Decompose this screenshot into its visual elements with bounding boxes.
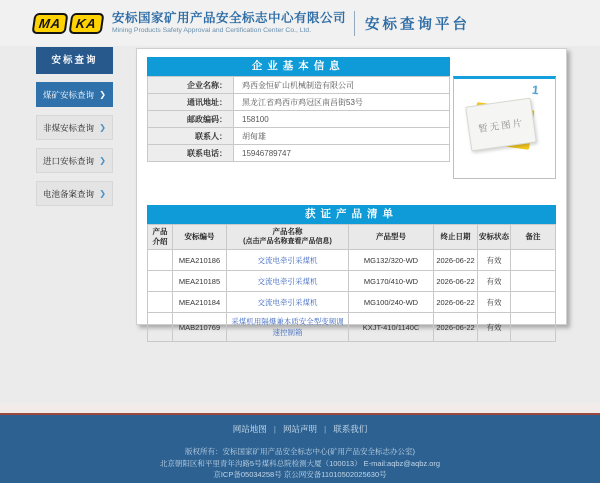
- cell-intro: [148, 271, 173, 292]
- product-image-placeholder: [453, 76, 557, 179]
- cell-remark: [511, 250, 556, 271]
- cell-cert-no: MEA210184: [173, 292, 227, 313]
- cell-end-date: 2026-06-22: [434, 292, 478, 313]
- cell-model: KXJT-410/1140C: [349, 313, 434, 342]
- company-name-value: 鸡西金恒矿山机械制造有限公司: [234, 77, 450, 94]
- sidebar-item-label: 煤矿安标查询: [43, 89, 95, 100]
- sidebar-item-battery-query[interactable]: [36, 181, 113, 206]
- content-panel: [136, 48, 567, 338]
- enterprise-info-table: [147, 76, 450, 162]
- logo-ma-badge: MA: [32, 13, 69, 34]
- header-divider: [354, 11, 355, 36]
- table-row: [148, 128, 450, 145]
- col-header-name: [227, 225, 349, 250]
- table-row: [148, 250, 556, 271]
- platform-title: 安标查询平台: [365, 16, 471, 33]
- nav-separator: |: [273, 424, 276, 434]
- cell-name: [227, 250, 349, 271]
- products-table: [147, 224, 556, 342]
- cell-name: [227, 271, 349, 292]
- col-header-cert-no: 安标编号: [173, 225, 227, 250]
- col-header-model: 产品型号: [349, 225, 434, 250]
- cell-intro: [148, 292, 173, 313]
- sidebar-item-label: 进口安标查询: [43, 155, 95, 166]
- cell-cert-no: MAB210769: [173, 313, 227, 342]
- field-label: 联系电话：: [148, 145, 234, 162]
- org-name-block: [112, 11, 346, 35]
- footer-copyright: [0, 446, 600, 481]
- products-section-title: 获证产品清单: [147, 205, 556, 224]
- chevron-right-icon: ❯: [99, 189, 106, 198]
- col-header-remark: 备注: [511, 225, 556, 250]
- col-header-end-date: 终止日期: [434, 225, 478, 250]
- cell-name: [227, 292, 349, 313]
- cell-remark: [511, 271, 556, 292]
- copyright-line: 版权所有：安标国家矿用产品安全标志中心(矿用产品安全标志办公室): [185, 447, 415, 456]
- sidebar-item-noncoal-query[interactable]: [36, 115, 113, 140]
- product-name-link[interactable]: 采煤机用隔爆兼本质安全型变频调速控制箱: [231, 317, 344, 338]
- note-count-badge: 1: [531, 82, 540, 98]
- field-label: 通讯地址：: [148, 94, 234, 111]
- chevron-right-icon: ❯: [99, 123, 106, 132]
- cell-model: MG100/240-WD: [349, 292, 434, 313]
- footer-link-sitemap[interactable]: 网站地图: [232, 424, 267, 434]
- address-value: 黑龙江省鸡西市鸡冠区南昌街53号: [234, 94, 450, 111]
- col-header-status: 安标状态: [478, 225, 511, 250]
- cell-intro: [148, 250, 173, 271]
- sidebar-item-label: 电池备案查询: [43, 188, 95, 199]
- cell-status: 有效: [478, 292, 511, 313]
- page-footer: [0, 413, 600, 483]
- org-name-cn: 安标国家矿用产品安全标志中心有限公司: [112, 10, 347, 25]
- enterprise-section: [147, 57, 556, 179]
- footer-top-strip: [0, 403, 600, 413]
- cell-model: MG170/410-WD: [349, 271, 434, 292]
- logo-ka-badge: KA: [69, 13, 105, 34]
- col-header-name-main: 产品名称: [272, 227, 303, 237]
- maka-logo[interactable]: [33, 13, 103, 34]
- sidebar-item-import-query[interactable]: [36, 148, 113, 173]
- nav-separator: |: [324, 424, 327, 434]
- chevron-right-icon: ❯: [99, 90, 106, 99]
- cell-end-date: 2026-06-22: [434, 271, 478, 292]
- table-row: [148, 77, 450, 94]
- field-label: 联系人：: [148, 128, 234, 145]
- sidebar-item-coal-query[interactable]: [36, 82, 113, 107]
- col-header-name-note: (点击产品名称查看产品信息): [243, 238, 332, 246]
- col-header-intro: 产品介绍: [148, 225, 173, 250]
- footer-nav: [0, 423, 600, 435]
- table-row: [148, 313, 556, 342]
- cell-remark: [511, 292, 556, 313]
- cell-status: 有效: [478, 313, 511, 342]
- products-section: [147, 205, 556, 342]
- table-row: [148, 111, 450, 128]
- table-row: [148, 271, 556, 292]
- cell-end-date: 2026-06-22: [434, 313, 478, 342]
- enterprise-section-title: 企业基本信息: [147, 57, 450, 76]
- cell-status: 有效: [478, 250, 511, 271]
- table-row: [148, 145, 450, 162]
- cell-model: MG132/320-WD: [349, 250, 434, 271]
- address-line: 北京朝阳区和平里青年沟路5号煤科总院检测大厦（100013） E-mail:aqbz@aqbz.org: [159, 458, 441, 468]
- icp-line: 京ICP备05034258号 京公网安备11010502025630号: [213, 470, 387, 480]
- cell-cert-no: MEA210186: [173, 250, 227, 271]
- no-image-note: 暂无图片: [465, 98, 537, 152]
- sidebar-item-label: 非煤安标查询: [43, 122, 95, 133]
- cell-intro: [148, 313, 173, 342]
- cell-status: 有效: [478, 271, 511, 292]
- footer-link-contact[interactable]: 联系我们: [333, 424, 368, 434]
- table-header-row: [148, 225, 556, 250]
- query-sidebar: [36, 47, 113, 206]
- table-row: [148, 94, 450, 111]
- chevron-right-icon: ❯: [99, 156, 106, 165]
- cell-remark: [511, 313, 556, 342]
- product-name-link[interactable]: 交流电牵引采煤机: [257, 255, 318, 265]
- org-name-en: Mining Products Safety Approval and Certification Center Co., Ltd.: [112, 27, 312, 35]
- phone-value: 15946789747: [234, 145, 450, 162]
- contact-person-value: 胡甸雄: [234, 128, 450, 145]
- cell-cert-no: MEA210185: [173, 271, 227, 292]
- table-row: [148, 292, 556, 313]
- field-label: 邮政编码：: [148, 111, 234, 128]
- footer-link-statement[interactable]: 网站声明: [282, 424, 317, 434]
- product-name-link[interactable]: 交流电牵引采煤机: [257, 297, 318, 307]
- page-header: [0, 0, 600, 46]
- cell-name: [227, 313, 349, 342]
- field-label: 企业名称：: [148, 77, 234, 94]
- postcode-value: 158100: [234, 111, 450, 128]
- cell-end-date: 2026-06-22: [434, 250, 478, 271]
- sidebar-title: 安标查询: [36, 47, 113, 74]
- product-name-link[interactable]: 交流电牵引采煤机: [257, 276, 318, 286]
